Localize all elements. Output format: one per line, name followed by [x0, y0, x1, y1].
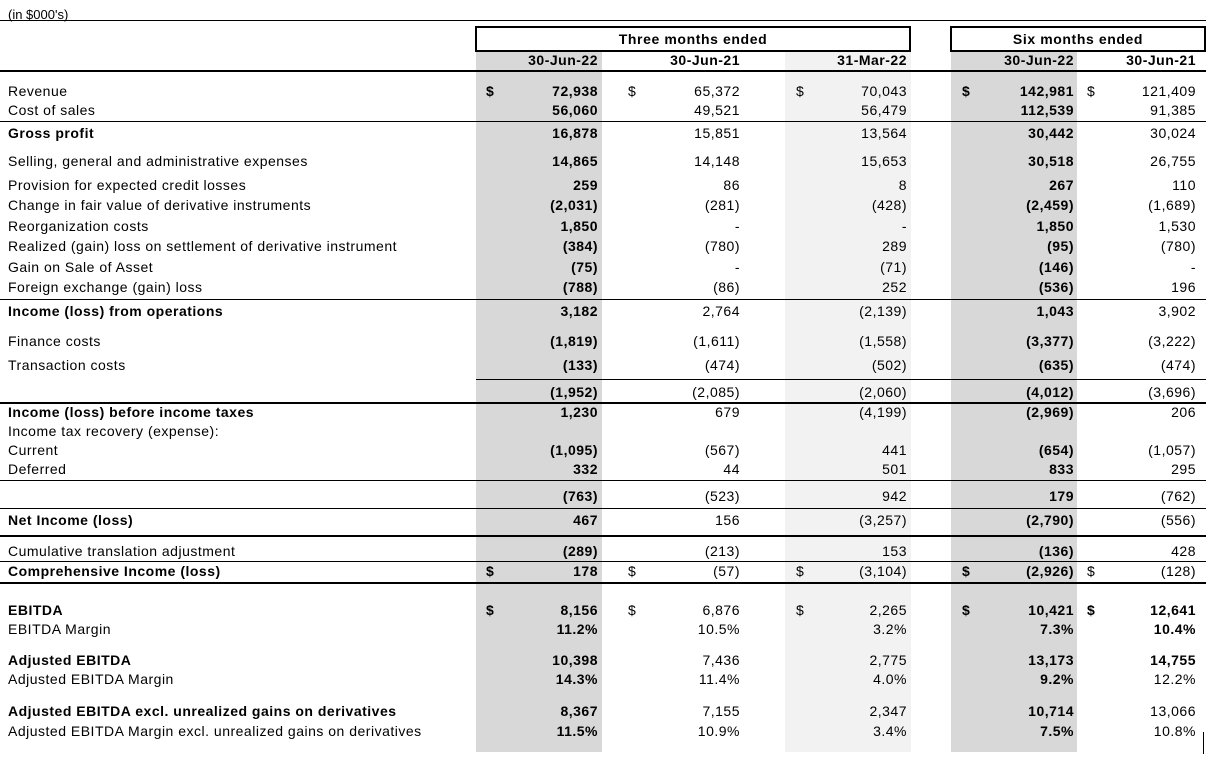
- currency-symbol: $: [962, 83, 971, 99]
- currency-symbol: $: [962, 563, 971, 579]
- table-row: [0, 384, 1217, 404]
- row-label: Income tax recovery (expense):: [8, 423, 220, 439]
- value-cell: 10,714: [1028, 703, 1074, 719]
- value-cell: 30,518: [1028, 153, 1074, 169]
- value-cell: 72,938: [552, 83, 598, 99]
- value-cell: -: [734, 218, 740, 234]
- row-label: Foreign exchange (gain) loss: [8, 279, 203, 295]
- row-label: Income (loss) before income taxes: [8, 404, 255, 420]
- value-cell: (384): [562, 238, 598, 254]
- value-cell: (2,031): [550, 197, 598, 213]
- row-label: Cumulative translation adjustment: [8, 543, 236, 559]
- value-cell: (136): [1038, 543, 1074, 559]
- value-cell: 14,755: [1150, 652, 1196, 668]
- value-cell: 3.2%: [873, 621, 907, 637]
- value-cell: 179: [1049, 488, 1074, 504]
- value-cell: 11.2%: [556, 621, 598, 637]
- value-cell: (762): [1160, 488, 1196, 504]
- six-months-header: Six months ended: [950, 26, 1206, 52]
- value-cell: (3,696): [1148, 384, 1196, 400]
- currency-symbol: $: [486, 83, 495, 99]
- value-cell: 942: [882, 488, 907, 504]
- value-cell: 14,865: [552, 153, 598, 169]
- table-row: [0, 423, 1217, 443]
- table-row: [0, 102, 1217, 122]
- column-header-h1-2021: 30-Jun-21: [1126, 52, 1196, 68]
- value-cell: 8,156: [560, 602, 598, 618]
- value-cell: -: [901, 218, 907, 234]
- table-row: [0, 404, 1217, 424]
- row-label: Cost of sales: [8, 102, 96, 118]
- value-cell: (281): [704, 197, 740, 213]
- value-cell: 2,347: [869, 703, 907, 719]
- value-cell: 6,876: [702, 602, 740, 618]
- value-cell: 8: [898, 177, 907, 193]
- value-cell: (2,060): [859, 384, 907, 400]
- value-cell: 65,372: [694, 83, 740, 99]
- value-cell: 44: [723, 461, 740, 477]
- value-cell: (289): [562, 543, 598, 559]
- row-label: Provision for expected credit losses: [8, 177, 247, 193]
- row-label: Gain on Sale of Asset: [8, 259, 154, 275]
- value-cell: 833: [1049, 461, 1074, 477]
- value-cell: (213): [704, 543, 740, 559]
- value-cell: (567): [704, 442, 740, 458]
- table-row: [0, 461, 1217, 481]
- value-cell: (556): [1160, 512, 1196, 528]
- value-cell: (502): [871, 357, 907, 373]
- table-row: [0, 153, 1217, 173]
- value-cell: 110: [1172, 177, 1196, 193]
- currency-symbol: $: [628, 602, 637, 618]
- value-cell: (3,257): [859, 512, 907, 528]
- value-cell: 11.5%: [556, 723, 598, 739]
- value-cell: (2,790): [1026, 512, 1074, 528]
- value-cell: 30,024: [1150, 125, 1196, 141]
- value-cell: 13,066: [1150, 703, 1196, 719]
- value-cell: (3,222): [1148, 333, 1196, 349]
- table-row: [0, 442, 1217, 462]
- row-label: EBITDA Margin: [8, 621, 111, 637]
- value-cell: 679: [715, 404, 740, 420]
- value-cell: (2,969): [1026, 404, 1074, 420]
- value-cell: 16,878: [552, 125, 598, 141]
- row-label: Adjusted EBITDA excl. unrealized gains on derivatives: [8, 703, 397, 719]
- value-cell: 252: [882, 279, 907, 295]
- value-cell: (3,377): [1026, 333, 1074, 349]
- row-label: Current: [8, 442, 59, 458]
- value-cell: 112,539: [1020, 102, 1074, 118]
- value-cell: 295: [1171, 461, 1196, 477]
- value-cell: 7.5%: [1040, 723, 1074, 739]
- value-cell: (428): [871, 197, 907, 213]
- rule-line: [0, 535, 1206, 537]
- row-label: Transaction costs: [8, 357, 126, 373]
- value-cell: 12,641: [1150, 602, 1196, 618]
- value-cell: 332: [573, 461, 598, 477]
- value-cell: 206: [1171, 404, 1196, 420]
- currency-symbol: $: [628, 563, 637, 579]
- value-cell: 3.4%: [873, 723, 907, 739]
- row-label: Reorganization costs: [8, 218, 149, 234]
- currency-symbol: $: [486, 602, 495, 618]
- value-cell: (635): [1038, 357, 1074, 373]
- row-label: Finance costs: [8, 333, 101, 349]
- table-row: [0, 652, 1217, 672]
- value-cell: (4,199): [859, 404, 907, 420]
- value-cell: 13,564: [861, 125, 907, 141]
- rule-line: [0, 508, 1206, 509]
- value-cell: (2,085): [692, 384, 740, 400]
- value-cell: (474): [1160, 357, 1196, 373]
- three-months-header: Three months ended: [475, 26, 911, 52]
- value-cell: 441: [882, 442, 907, 458]
- value-cell: (2,926): [1026, 563, 1074, 579]
- row-label: Deferred: [8, 461, 67, 477]
- value-cell: 7.3%: [1040, 621, 1074, 637]
- row-label: Adjusted EBITDA: [8, 652, 132, 668]
- table-row: [0, 125, 1217, 145]
- row-label: Adjusted EBITDA Margin excl. unrealized gains on derivatives: [8, 723, 422, 739]
- value-cell: -: [1190, 259, 1196, 275]
- value-cell: (763): [562, 488, 598, 504]
- currency-symbol: $: [796, 563, 805, 579]
- value-cell: 91,385: [1150, 102, 1196, 118]
- value-cell: (1,611): [693, 333, 740, 349]
- value-cell: 8,367: [560, 703, 598, 719]
- currency-symbol: $: [1087, 83, 1096, 99]
- value-cell: 1,850: [1036, 218, 1074, 234]
- value-cell: 26,755: [1150, 153, 1196, 169]
- value-cell: (474): [704, 357, 740, 373]
- value-cell: (1,819): [550, 333, 598, 349]
- value-cell: 10.8%: [1153, 723, 1196, 739]
- value-cell: 1,530: [1158, 218, 1196, 234]
- value-cell: (1,057): [1148, 442, 1196, 458]
- value-cell: (95): [1047, 238, 1074, 254]
- value-cell: (2,139): [859, 303, 907, 319]
- currency-symbol: $: [796, 83, 805, 99]
- row-label: Revenue: [8, 83, 68, 99]
- value-cell: (1,095): [550, 442, 598, 458]
- value-cell: 10,421: [1028, 602, 1074, 618]
- value-cell: 3,182: [560, 303, 598, 319]
- currency-symbol: $: [628, 83, 637, 99]
- value-cell: 156: [715, 512, 740, 528]
- value-cell: 7,155: [702, 703, 740, 719]
- currency-symbol: $: [1087, 563, 1096, 579]
- currency-symbol: $: [1087, 602, 1096, 618]
- value-cell: 2,775: [869, 652, 907, 668]
- value-cell: (2,459): [1026, 197, 1074, 213]
- table-row: [0, 279, 1217, 299]
- value-cell: 289: [882, 238, 907, 254]
- value-cell: 1,230: [560, 404, 598, 420]
- value-cell: 56,060: [552, 102, 598, 118]
- value-cell: -: [734, 259, 740, 275]
- table-row: [0, 543, 1217, 563]
- rule-line: [476, 379, 1206, 380]
- row-label: Income (loss) from operations: [8, 303, 224, 319]
- value-cell: (654): [1038, 442, 1074, 458]
- value-cell: 2,265: [869, 602, 907, 618]
- value-cell: 30,442: [1028, 125, 1074, 141]
- value-cell: (3,104): [859, 563, 907, 579]
- value-cell: (71): [880, 259, 907, 275]
- value-cell: 1,043: [1036, 303, 1074, 319]
- value-cell: 13,173: [1028, 652, 1074, 668]
- rule-line: [0, 299, 1206, 300]
- units-label: (in $000's): [8, 7, 69, 22]
- column-header-h1-2022: 30-Jun-22: [1004, 52, 1074, 68]
- value-cell: 70,043: [861, 83, 907, 99]
- value-cell: 14.3%: [555, 671, 598, 687]
- value-cell: 86: [723, 177, 740, 193]
- row-label: Adjusted EBITDA Margin: [8, 671, 174, 687]
- value-cell: 7,436: [702, 652, 740, 668]
- value-cell: 1,850: [560, 218, 598, 234]
- row-label: Gross profit: [8, 125, 95, 141]
- rule-line: [0, 20, 1206, 21]
- table-row: [0, 333, 1217, 353]
- value-cell: 10,398: [552, 652, 598, 668]
- value-cell: (1,952): [550, 384, 598, 400]
- value-cell: 4.0%: [873, 671, 907, 687]
- value-cell: 3,902: [1158, 303, 1196, 319]
- row-label: EBITDA: [8, 602, 64, 618]
- value-cell: 178: [573, 563, 598, 579]
- value-cell: (780): [1160, 238, 1196, 254]
- row-label: Realized (gain) loss on settlement of derivative instrument: [8, 238, 398, 254]
- value-cell: 153: [882, 543, 907, 559]
- value-cell: (86): [713, 279, 740, 295]
- column-header-q2-2022: 30-Jun-22: [528, 52, 598, 68]
- value-cell: 10.5%: [697, 621, 740, 637]
- value-cell: 11.4%: [698, 671, 740, 687]
- value-cell: (788): [562, 279, 598, 295]
- value-cell: 2,764: [702, 303, 740, 319]
- rule-line: [0, 70, 1206, 72]
- row-label: Net Income (loss): [8, 512, 134, 528]
- table-row: [0, 218, 1217, 238]
- column-header-q1-2022: 31-Mar-22: [837, 52, 907, 68]
- value-cell: 12.2%: [1153, 671, 1196, 687]
- value-cell: (128): [1160, 563, 1196, 579]
- currency-symbol: $: [962, 602, 971, 618]
- column-header-q2-2021: 30-Jun-21: [670, 52, 740, 68]
- value-cell: 259: [573, 177, 598, 193]
- value-cell: 467: [573, 512, 598, 528]
- value-cell: 267: [1049, 177, 1074, 193]
- table-row: [0, 488, 1217, 508]
- currency-symbol: $: [486, 563, 495, 579]
- table-row: [0, 259, 1217, 279]
- table-row: [0, 723, 1217, 743]
- value-cell: (75): [571, 259, 598, 275]
- value-cell: 9.2%: [1040, 671, 1074, 687]
- row-label: Comprehensive Income (loss): [8, 563, 221, 579]
- value-cell: (146): [1038, 259, 1074, 275]
- table-row: [0, 197, 1217, 217]
- currency-symbol: $: [796, 602, 805, 618]
- value-cell: 10.4%: [1153, 621, 1196, 637]
- value-cell: 15,653: [861, 153, 907, 169]
- table-row: [0, 703, 1217, 723]
- table-row: [0, 303, 1217, 323]
- value-cell: 15,851: [694, 125, 740, 141]
- value-cell: 196: [1171, 279, 1196, 295]
- table-row: [0, 83, 1217, 103]
- value-cell: 49,521: [694, 102, 740, 118]
- table-row: [0, 602, 1217, 622]
- table-row: [0, 563, 1217, 583]
- value-cell: 14,148: [694, 153, 740, 169]
- value-cell: (523): [704, 488, 740, 504]
- value-cell: 142,981: [1019, 83, 1074, 99]
- value-cell: 501: [882, 461, 907, 477]
- value-cell: (536): [1038, 279, 1074, 295]
- value-cell: (780): [704, 238, 740, 254]
- table-row: [0, 512, 1217, 532]
- value-cell: (57): [713, 563, 740, 579]
- value-cell: (4,012): [1026, 384, 1074, 400]
- table-row: [0, 177, 1217, 197]
- table-row: [0, 621, 1217, 641]
- value-cell: 121,409: [1141, 83, 1196, 99]
- row-label: Selling, general and administrative expenses: [8, 153, 308, 169]
- row-label: Change in fair value of derivative instruments: [8, 197, 312, 213]
- value-cell: 428: [1171, 543, 1196, 559]
- value-cell: (1,558): [859, 333, 907, 349]
- value-cell: 10.9%: [697, 723, 740, 739]
- value-cell: 56,479: [861, 102, 907, 118]
- table-row: [0, 238, 1217, 258]
- table-row: [0, 357, 1217, 377]
- value-cell: (133): [562, 357, 598, 373]
- table-row: [0, 671, 1217, 691]
- value-cell: (1,689): [1148, 197, 1196, 213]
